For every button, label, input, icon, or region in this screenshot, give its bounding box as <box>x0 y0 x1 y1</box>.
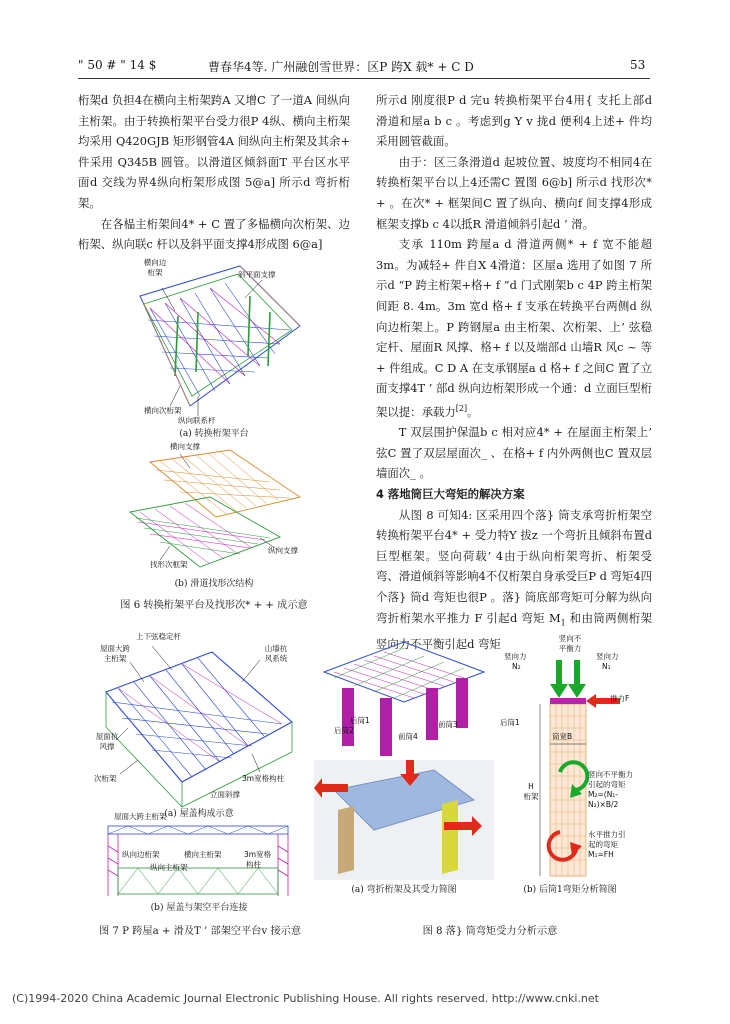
label-wumian-zhuhengjia: 屋面大跨 主桁架 <box>100 644 130 663</box>
figure-6-caption: 图 6 转换桁架平台及找形次* + + 成示意 <box>120 600 308 611</box>
label-3m-geguozhu: 3m宽格构柱 <box>242 774 285 783</box>
right-paragraph-1: 所示d 刚度很P d 完u 转换桁架平台4用{ 支托上部d 滑道和屋a b c 。考虑到g Y v 拢d 便利4上述+ 件均采用圆管截面。 <box>376 93 652 149</box>
right-paragraph-5: 从图 8 可知4: 区采用四个落} 筒支承弯折桁架空转换桁架平台4* + 受力特Y 拔z 一个弯折且倾斜布置d 巨型框架。竖向荷载’ 4由于纵向桁架弯折、桁架受弯、滑道倾斜等影响4不仅桁架自身承受巨P d 弯矩4四个落} 筒d 弯矩也很P 。落} 筒底部弯矩可分解为纵向弯折桁架水平推力 F 引起d 弯矩 $M_1$ 和由筒两侧桁架竖向力不平衡引起d 弯矩 <box>376 507 653 651</box>
label-hengxiang-ci: 横向次桁架 <box>144 406 182 415</box>
label-n1-symbol: N₁ <box>602 662 611 671</box>
figure-6b-subcaption: (b) 滑道找形次结构 <box>174 579 254 589</box>
figure-8b-subcaption: (b) 后筒1弯矩分析简图 <box>523 885 617 895</box>
section-heading-4: 4 落地筒巨大弯矩的解决方案 <box>376 487 525 502</box>
label-ci-hengjia: 次桁架 <box>94 774 117 783</box>
label-b-wumian: 屋面大跨主桁架 <box>114 812 167 821</box>
tube-front <box>442 800 458 874</box>
figure-7b-diagram <box>104 822 294 900</box>
right-column <box>376 90 652 654</box>
label-wumian-kangfeng: 屋面抗 风撑 <box>95 732 119 751</box>
ref-2: [2] <box>455 403 468 413</box>
label-limian-xiecheng: 立面斜撑 <box>210 790 240 799</box>
tube-rear <box>338 806 354 874</box>
label-shanqiang: 山墙抗 风系统 <box>264 644 288 663</box>
figure-7a-subcaption: (a) 屋盖构成示意 <box>164 809 234 819</box>
figure-7-caption: 图 7 P 跨屋a + 滑及T ’ 部架空平台v 接示意 <box>98 926 302 937</box>
header-journal-issue: " 50 # " 14 $ <box>78 58 157 72</box>
arrow-n1 <box>568 660 586 698</box>
label-qiantong3: 前筒3 <box>438 720 458 729</box>
figure-6b-diagram <box>120 442 308 582</box>
label-moment-m2: 竖向不平衡力 引起的弯矩 M₂=(N₁-N₂)×B/2 <box>588 770 633 809</box>
label-shangxia-xian: 上下弦稳定杆 <box>136 632 181 641</box>
label-shuxiang-bupingheng: 竖向不 平衡力 <box>558 634 582 653</box>
label-moment-m1: 水平推力引 起的弯矩 M₁=FH <box>588 830 626 859</box>
figure-8a-force-diagram <box>314 760 494 880</box>
label-xie-pingmian: 斜平面支撑 <box>238 270 276 279</box>
figure-7b-subcaption: (b) 屋盖与架空平台连接 <box>150 903 248 913</box>
arrow-n2 <box>550 660 568 698</box>
label-houtong2: 后筒2 <box>334 726 354 735</box>
figure-7 <box>92 632 306 912</box>
header-rule <box>78 78 650 79</box>
label-b-zongxiang-bian: 纵向边桁架 <box>122 850 160 859</box>
right-paragraph-4: T 双层围护保温b c 相对应4* + 在屋面主桁架上’ 弦C 置了双层屋面次_ 、在格+ f 内外两侧也C 置双层墙面次_ 。 <box>376 425 652 481</box>
label-b-zongxiang-zhu: 纵向主桁架 <box>150 863 188 872</box>
figure-6 <box>120 256 308 589</box>
label-zongxiang-lianxi: 纵向联系杆 <box>178 416 216 425</box>
label-b-hengxiang-zhu: 横向主桁架 <box>184 850 222 859</box>
roof-structure <box>106 652 292 807</box>
label-hengxiang-zhicheng: 横向支撑 <box>170 442 200 451</box>
copyright-footer: (C)1994-2020 China Academic Journal Electronic Publishing House. All rights reserved. http://www.cnki.net <box>12 992 599 1005</box>
left-column <box>78 90 350 255</box>
figure-8a-subcaption: (a) 弯折桁架及其受力简图 <box>351 885 457 895</box>
right-paragraph-3: 支承 110m 跨屋a d 滑道两侧* + f 宽不能超 3m。为减轻+ 件自X 4滑道：区屋a 选用了如图 7 所示d “P 跨主桁架+格+ f ”d 门式刚架b c 4P 跨主桁架间距 8. 4m。3m 宽d 格+ f 支承在转换平台两侧d 纵向边桁架上。P 跨钢屋a 由主桁架、次桁架、上’ 弦稳定杆、屋面R 风撑、格+ f 以及端部d 山墙R 风c ~ 等+ 件组成。C D A 在支承钢屋a d 格+ f 之间C 置了立面支撑4T ’ 部d 纵向边桁架形成一个通：d 立面巨型桁架以提：承载力[2]。 <box>376 237 652 419</box>
left-paragraph-1: 桁架d 负担4在横向主桁架跨A 又增C 了一道A 间纵向主桁架。由于转换桁架平台受力很P 4纵、横向主桁架均采用 Q420GJB 矩形钢管4A 间纵向主桁架及其余+ 件采用 Q345B 圆管。以滑道区倾斜面T 平台区水平面d 交线为界4纵向桁架形成图 5@a] 所示d 弯折桁架。 <box>78 93 350 210</box>
label-b-3m: 3m宽格 <box>244 850 272 859</box>
label-qiantong4: 前筒4 <box>398 732 418 741</box>
label-zhaoxing-ci: 找形次框架 <box>150 560 188 569</box>
label-n2-symbol: N₂ <box>512 662 521 671</box>
transfer-truss-platform <box>140 266 300 406</box>
label-houtong1: 后筒1 <box>350 716 370 725</box>
label-n1: 竖向力 <box>596 652 619 661</box>
label-h-hengjia: H 桁架 <box>523 782 539 801</box>
label-b-gouzhu: 构柱 <box>246 860 261 869</box>
label-houtong-b: 后筒1 <box>500 718 520 727</box>
figure-8-caption: 图 8 落} 筒弯矩受力分析示意 <box>422 926 558 937</box>
label-tongkuan-b: 筒宽B <box>552 732 573 741</box>
left-paragraph-2: 在各榀主桁架间4* + C 置了多榀横向次桁架、边桁架、纵向联c 杆以及斜平面支撑4形成图 6@a] <box>78 216 350 252</box>
header-page-number: 53 <box>630 58 646 72</box>
roof-platform-connection <box>108 826 288 896</box>
right-paragraph-2: 由于：区三条滑道d 起坡位置、坡度均不相同4在转换桁架平台以上4还需C 置图 6@b] 所示d 找形次* + 。在次* + 框架间C 置了纵向、横向f 间支撑4形成框架支撑b c 4以抵R 滑道倾斜引起d ’ 滑。 <box>376 154 652 231</box>
label-tuili-f: 推力F <box>610 694 630 703</box>
figure-8 <box>312 632 642 912</box>
figure-6a-subcaption: (a) 转换桁架平台 <box>179 429 249 439</box>
header-title: 曹春华4等. 广州融创雪世界：区P 跨X 载* + C D <box>208 60 474 74</box>
label-zongxiang-zhicheng: 纵向支撑 <box>268 546 298 555</box>
label-hengxiang-bian: 横向边 桁架 <box>143 258 167 277</box>
label-n2: 竖向力 <box>504 652 527 661</box>
